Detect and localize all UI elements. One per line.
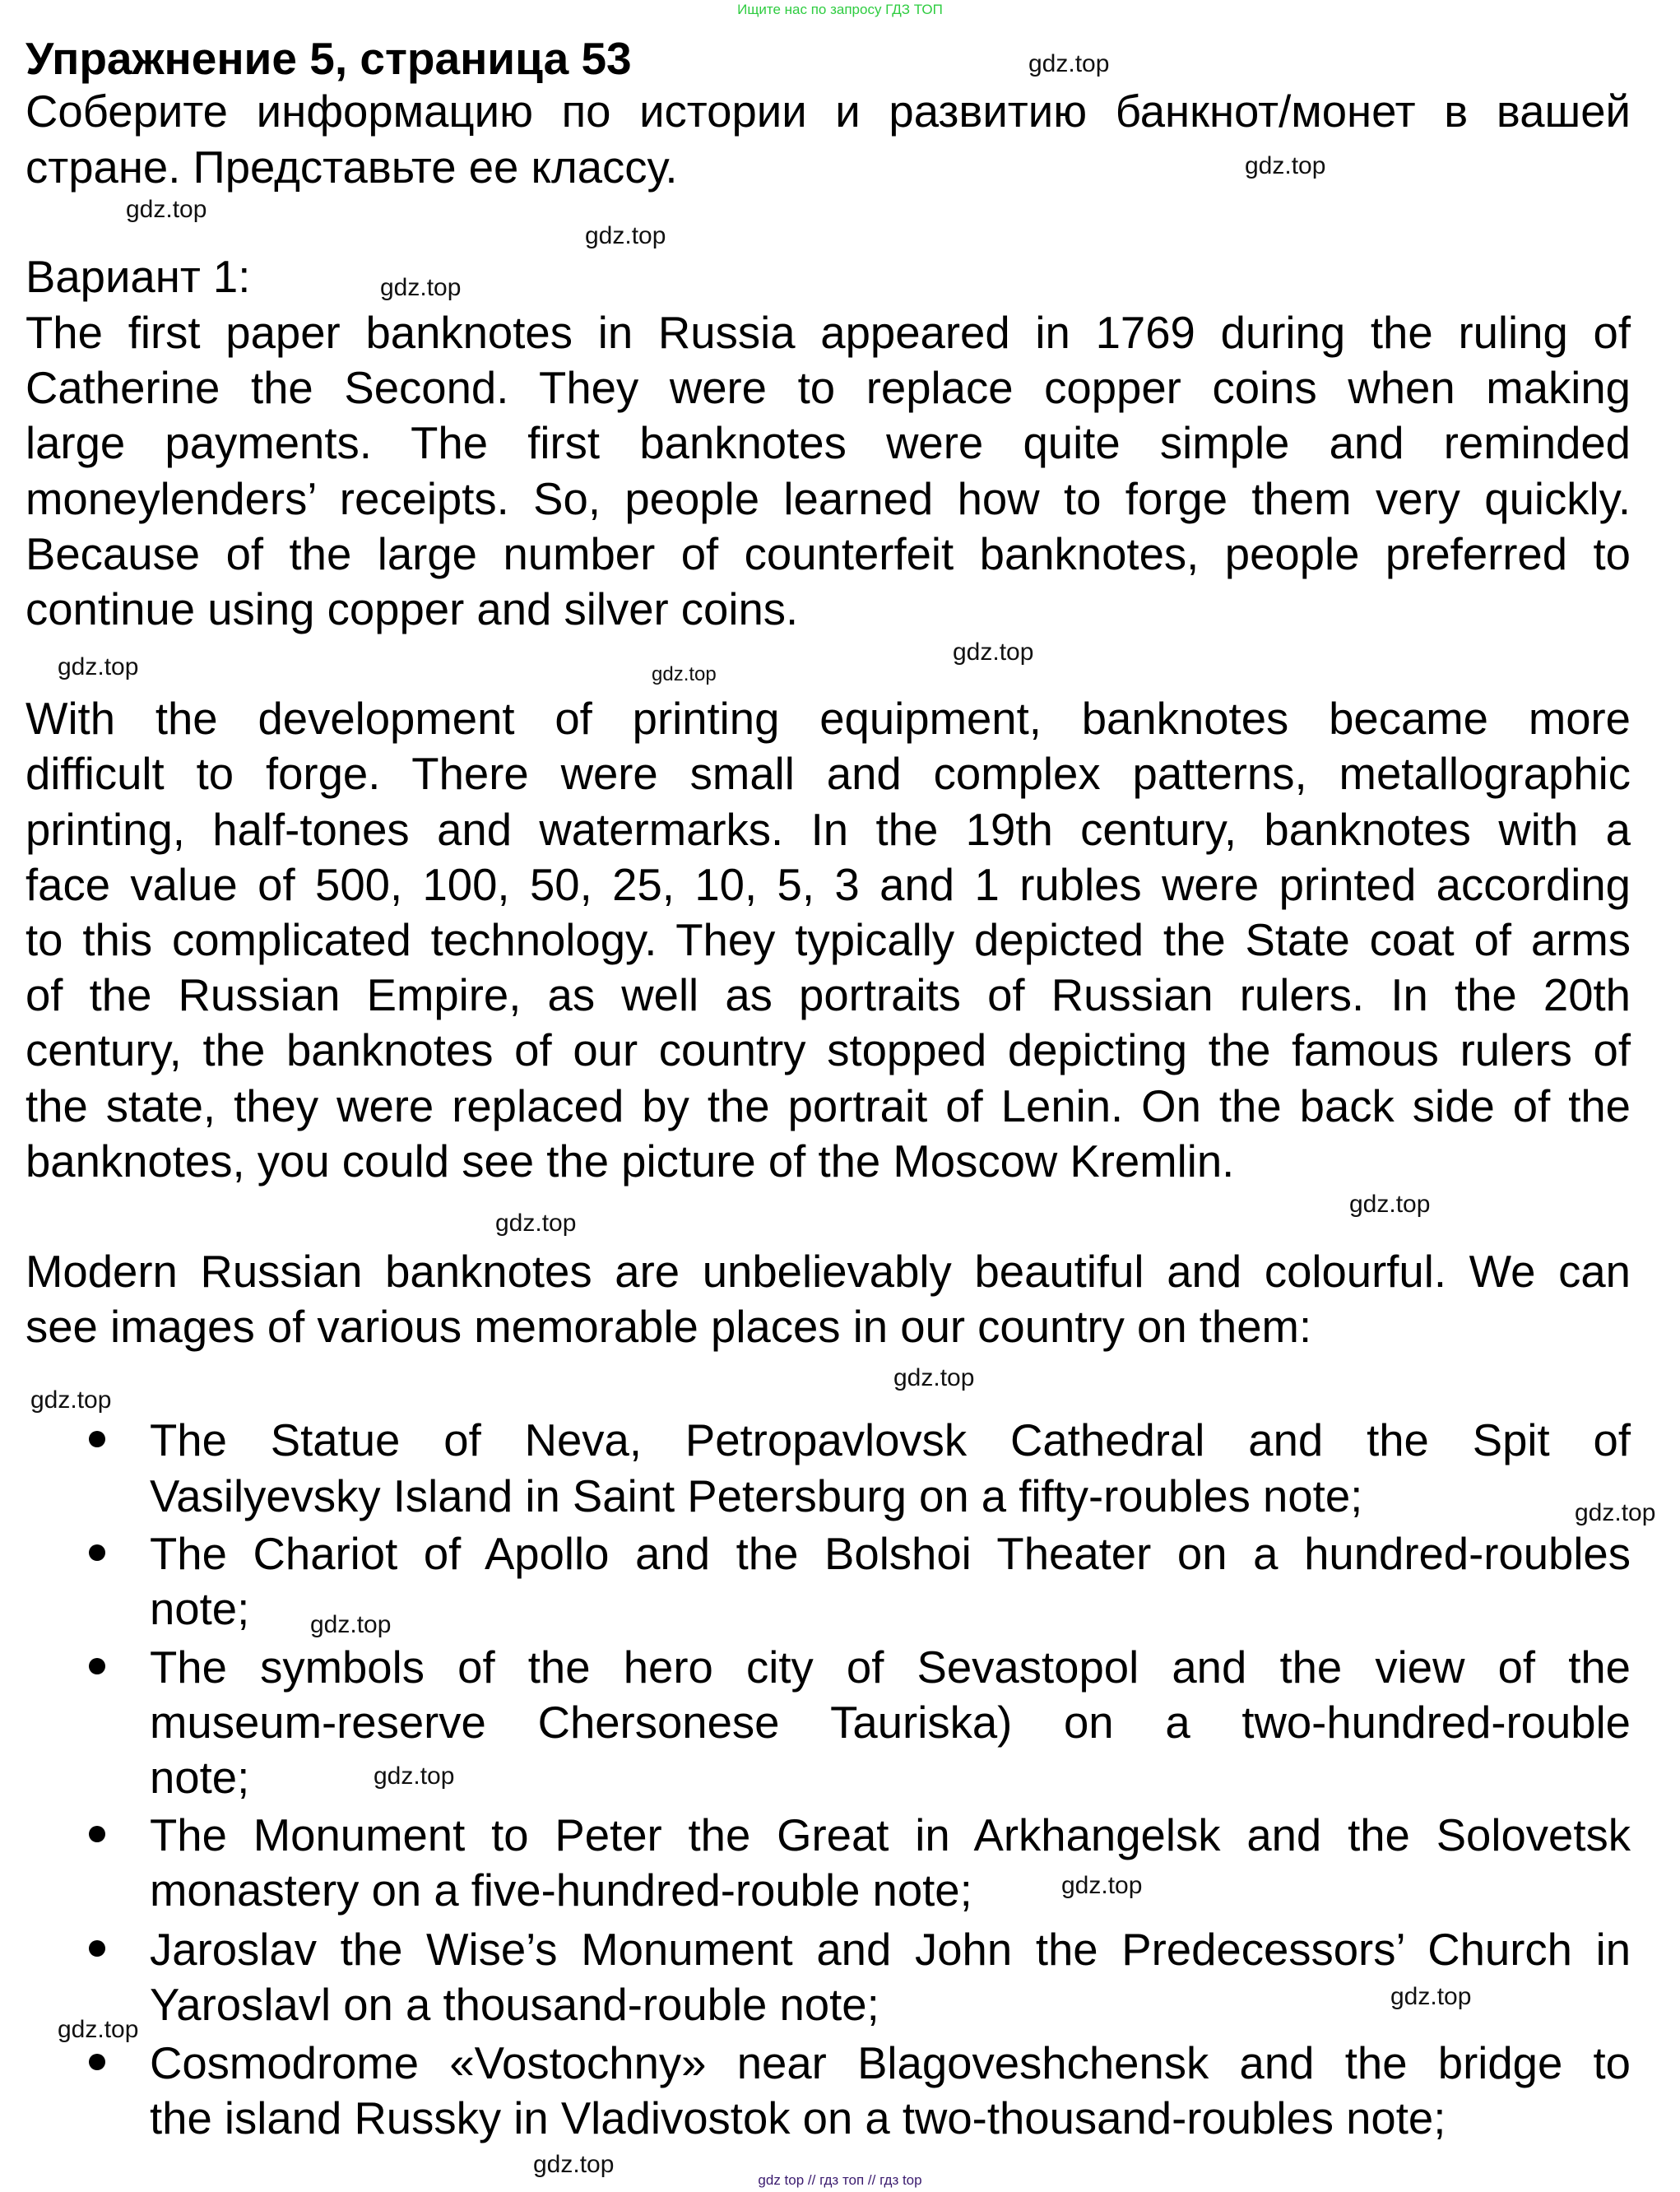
text-line: note; xyxy=(150,1584,250,1635)
page-title: Упражнение 5, страница 53 xyxy=(26,33,632,84)
bullet-icon xyxy=(89,1544,105,1561)
watermark: gdz.top xyxy=(30,1386,112,1414)
text-line: The first paper banknotes in Russia appeared in 1769 during the ruling of xyxy=(26,308,1631,358)
text-line: difficult to forge. There were small and complex patterns, metallographic xyxy=(26,749,1631,800)
bullet-icon xyxy=(89,2054,105,2070)
watermark: gdz.top xyxy=(953,639,1034,666)
text-line: the state, they were replaced by the portrait of Lenin. On the back side of the xyxy=(26,1080,1631,1131)
text-line: Catherine the Second. They were to replace copper coins when making xyxy=(26,363,1631,414)
text-line: to this complicated technology. They typically depicted the State coat of arms xyxy=(26,914,1631,965)
text-line: Because of the large number of counterfeit banknotes, people preferred to xyxy=(26,528,1631,579)
watermark: gdz.top xyxy=(893,1364,975,1391)
bullet-item xyxy=(150,1808,1631,1918)
watermark: gdz.top xyxy=(1028,50,1110,77)
site-banner: Ищите нас по запросу ГДЗ ТОП xyxy=(737,2,943,17)
watermark: gdz.top xyxy=(1245,152,1326,179)
text-line: monastery on a five-hundred-rouble note; xyxy=(150,1865,972,1916)
watermark: gdz.top xyxy=(585,222,666,249)
watermark: gdz.top xyxy=(126,196,207,223)
text-line: Jaroslav the Wise’s Monument and John the Predecessors’ Church in xyxy=(150,1925,1631,1976)
paragraph xyxy=(26,249,1631,304)
watermark: gdz.top xyxy=(310,1611,392,1638)
text-line: moneylenders’ receipts. So, people learned how to forge them very quickly. xyxy=(26,473,1631,524)
watermark: gdz.top xyxy=(1061,1872,1143,1899)
watermark: gdz.top xyxy=(58,2016,139,2043)
watermark: gdz.top xyxy=(380,274,462,301)
watermark: gdz.top xyxy=(495,1210,577,1237)
bullet-icon xyxy=(89,1940,105,1957)
text-line: The Monument to Peter the Great in Arkhangelsk and the Solovetsk xyxy=(150,1809,1631,1860)
text-line: century, the banknotes of our country stopped depicting the famous rulers of xyxy=(26,1025,1631,1076)
text-line: museum-reserve Chersonese Tauriska) on a two-hundred-rouble xyxy=(150,1697,1631,1748)
text-line: of the Russian Empire, as well as portraits of Russian rulers. In the 20th xyxy=(26,970,1631,1021)
text-line: Vasilyevsky Island in Saint Petersburg on a fifty-roubles note; xyxy=(150,1470,1363,1521)
paragraph xyxy=(26,84,1631,194)
text-line: face value of 500, 100, 50, 25, 10, 5, 3 and 1 rubles were printed according xyxy=(26,859,1631,910)
bullet-icon xyxy=(89,1431,105,1447)
paragraph xyxy=(26,305,1631,637)
text-line: The symbols of the hero city of Sevastopol and the view of the xyxy=(150,1642,1631,1693)
text-line: large payments. The first banknotes were quite simple and reminded xyxy=(26,418,1631,469)
text-line: Вариант 1: xyxy=(26,252,251,302)
watermark: gdz.top xyxy=(1575,1499,1656,1526)
paragraph xyxy=(26,1244,1631,1354)
bullet-item xyxy=(150,1413,1631,1523)
bullet-icon xyxy=(89,1826,105,1842)
text-line: стране. Представьте ее классу. xyxy=(26,142,678,193)
watermark: gdz.top xyxy=(374,1762,455,1790)
watermark: gdz.top xyxy=(533,2151,615,2178)
text-line: Соберите информацию по истории и развитию банкнот/монет в вашей xyxy=(26,86,1631,137)
text-line: Yaroslavl on a thousand-rouble note; xyxy=(150,1980,879,2031)
text-line: continue using copper and silver coins. xyxy=(26,583,799,634)
watermark: gdz.top xyxy=(1349,1191,1431,1218)
watermark: gdz.top xyxy=(58,653,139,680)
site-footer: gdz top // гдз топ // гдз top xyxy=(758,2172,922,2188)
paragraph xyxy=(26,691,1631,1189)
text-line: Cosmodrome «Vostochny» near Blagoveshchensk and the bridge to xyxy=(150,2037,1631,2088)
text-line: banknotes, you could see the picture of the Moscow Kremlin. xyxy=(26,1135,1235,1187)
bullet-icon xyxy=(89,1658,105,1674)
text-line: the island Russky in Vladivostok on a two-thousand-roubles note; xyxy=(150,2093,1446,2144)
text-line: The Statue of Neva, Petropavlovsk Cathedral and the Spit of xyxy=(150,1415,1631,1466)
bullet-item xyxy=(150,2036,1631,2146)
text-line: With the development of printing equipment, banknotes became more xyxy=(26,694,1631,745)
bullet-item xyxy=(150,1640,1631,1806)
text-line: The Chariot of Apollo and the Bolshoi Theater on a hundred-roubles xyxy=(150,1529,1631,1580)
text-line: see images of various memorable places in our country on them: xyxy=(26,1301,1312,1352)
text-line: Modern Russian banknotes are unbelievably beautiful and colourful. We can xyxy=(26,1246,1631,1297)
text-line: printing, half-tones and watermarks. In the 19th century, banknotes with a xyxy=(26,804,1631,855)
watermark: gdz.top xyxy=(652,663,717,685)
bullet-item xyxy=(150,1922,1631,2032)
text-line: note; xyxy=(150,1753,250,1804)
watermark: gdz.top xyxy=(1390,1983,1472,2010)
